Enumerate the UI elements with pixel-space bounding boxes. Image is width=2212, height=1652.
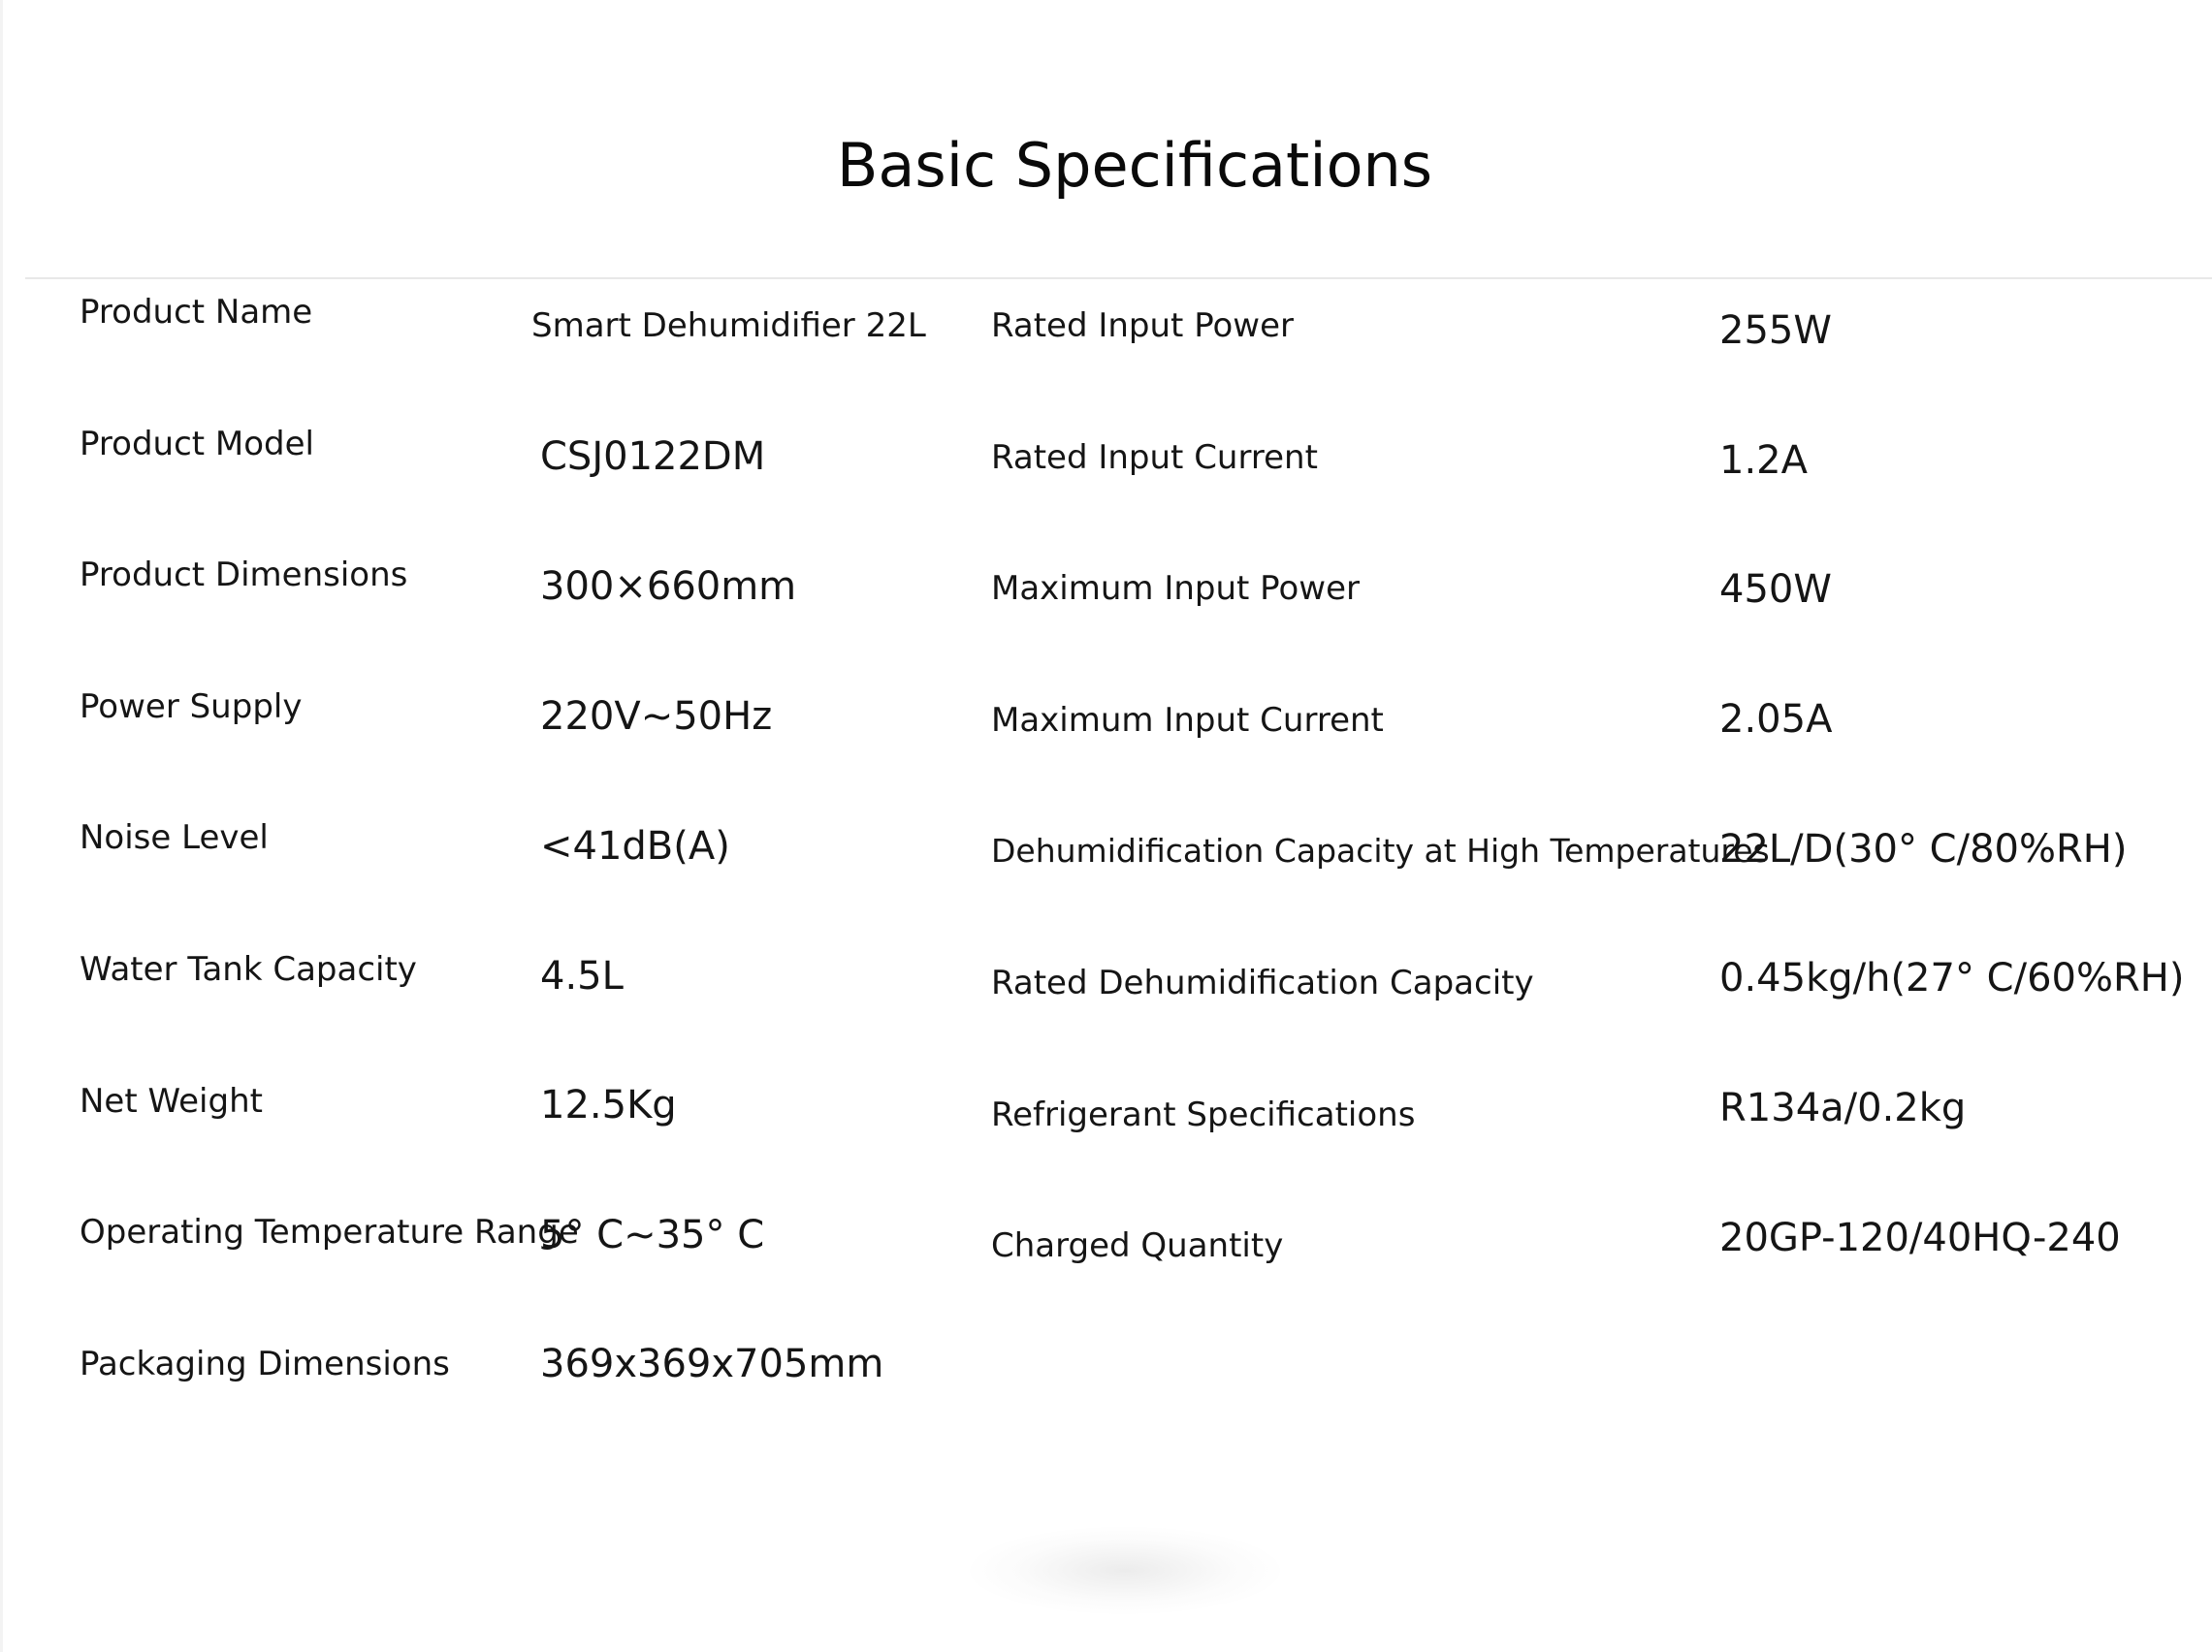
page-edge (0, 0, 3, 1652)
spec-label: Product Model (80, 425, 314, 463)
spec-value: 255W (1719, 308, 1832, 353)
spec-value: 22L/D(30° C/80%RH) (1719, 827, 2128, 872)
spec-label: Rated Input Current (991, 438, 1318, 477)
spec-value: 12.5Kg (540, 1083, 677, 1128)
spec-label: Product Name (80, 293, 313, 332)
spec-value: Smart Dehumidifier 22L (531, 306, 926, 345)
spec-value: 300×660mm (540, 564, 797, 609)
spec-value: 450W (1719, 567, 1832, 612)
spec-label: Dehumidification Capacity at High Temperatures (991, 832, 1770, 870)
spec-value: 1.2A (1719, 438, 1808, 483)
spec-label: Noise Level (80, 818, 269, 857)
spec-value: 5° C~35° C (540, 1213, 765, 1257)
spec-label: Refrigerant Specifications (991, 1096, 1416, 1134)
spec-label: Water Tank Capacity (80, 950, 417, 989)
page-title: Basic Specifications (836, 129, 1433, 201)
spec-label: Product Dimensions (80, 556, 408, 594)
spec-value: 2.05A (1719, 697, 1833, 742)
spec-value: R134a/0.2kg (1719, 1086, 1967, 1130)
header-divider (25, 277, 2212, 279)
spec-label: Maximum Input Power (991, 569, 1360, 608)
spec-value: CSJ0122DM (540, 434, 766, 479)
spec-label: Net Weight (80, 1082, 263, 1121)
spec-label: Rated Dehumidification Capacity (991, 964, 1534, 1002)
spec-label: Charged Quantity (991, 1226, 1284, 1265)
spec-value: 20GP-120/40HQ-240 (1719, 1216, 2121, 1260)
spec-value: 220V~50Hz (540, 694, 773, 739)
background-smudge (970, 1527, 1280, 1614)
spec-label: Operating Temperature Range (80, 1213, 579, 1252)
spec-value: 4.5L (540, 954, 624, 999)
spec-label: Power Supply (80, 687, 303, 726)
spec-value: 0.45kg/h(27° C/60%RH) (1719, 956, 2185, 1001)
spec-value: <41dB(A) (540, 824, 730, 869)
spec-label: Packaging Dimensions (80, 1345, 450, 1383)
spec-label: Maximum Input Current (991, 701, 1384, 740)
spec-label: Rated Input Power (991, 306, 1294, 345)
spec-value: 369x369x705mm (540, 1342, 884, 1386)
